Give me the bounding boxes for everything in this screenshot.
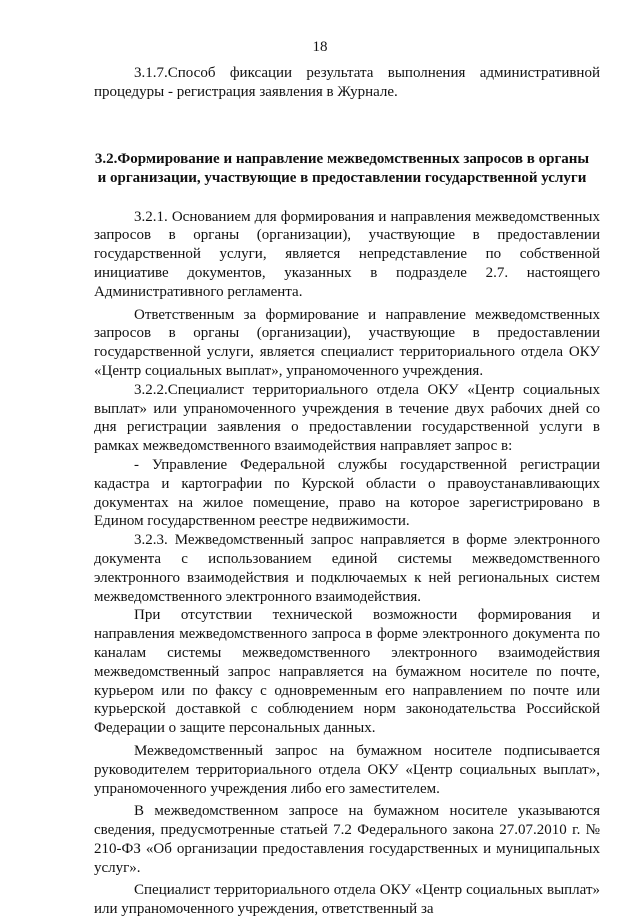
page-body [94, 64, 600, 919]
paragraph-responsible: Ответственным за формирование и направление межведомственных запросов в органы (организации), участвующие в предоставлении государственной услуги, является специалист территориального отдела ОКУ «Центр социальных выплат», упраномоченного учреждения. [94, 306, 600, 379]
paragraph-absence: При отсутствии технической возможности формирования и направления межведомственного запроса в форме электронного документа по каналам системы межведомственного электронного взаимодействия межведомственный запрос направляется на бумажном носителе по почте, курьером или по факсу с одновременным его направлением по почте или курьерской доставкой с соблюдением норм законодательства Российской Федерации о защите персональных данных. [94, 607, 600, 737]
paragraph-specialist: Специалист территориального отдела ОКУ «Центр социальных выплат» или упраномоченного учреждения, ответственный за [94, 882, 600, 918]
paragraph-3-1-7: 3.1.7.Способ фиксации результата выполнения административной процедуры - регистрация заявления в Журнале. [94, 65, 600, 100]
paragraph-3-2-1: 3.2.1. Основанием для формирования и направления межведомственных запросов в органы (организации), участвующие в предоставлении государственной услуги, является непредставление по собственной инициативе документов, указанных в подразделе 2.7. настоящего Административного регламента. [94, 208, 600, 300]
paragraph-3-2-2: 3.2.2.Специалист территориального отдела ОКУ «Центр социальных выплат» или упраномоченного учреждения в течение двух рабочих дней со дня регистрации заявления о предоставлении государственной услуги в рамках межведомственного взаимодействия направляет запрос в: [94, 381, 600, 455]
paragraph-3-2-3: 3.2.3. Межведомственный запрос направляется в форме электронного документа с использованием единой системы межведомственного электронного взаимодействия и подключаемых к ней региональных систем межведомственного электронного взаимодействия. [94, 532, 600, 605]
paragraph-signed: Межведомственный запрос на бумажном носителе подписывается руководителем территориального отдела ОКУ «Центр социальных выплат», упраномоченного учреждения либо его заместителем. [94, 742, 600, 797]
paragraph-list-item: - Управление Федеральной службы государственной регистрации кадастра и картографии по Курской области о правоустанавливающих документах на жилое помещение, право на которое зарегистрировано в Едином государственном реестре недвижимости. [94, 456, 600, 530]
page-number: 18 [312, 39, 328, 55]
paragraph-info: В межведомственном запросе на бумажном носителе указываются сведения, предусмотренные статьей 7.2 Федерального закона 27.07.2010 г. № 210-ФЗ «Об организации предоставления государственных и муниципальных услуг». [94, 803, 600, 876]
section-heading-3-2: 3.2.Формирование и направление межведомственных запросов в органы и организации, участвующие в предоставлении государственной услуги [94, 150, 590, 186]
